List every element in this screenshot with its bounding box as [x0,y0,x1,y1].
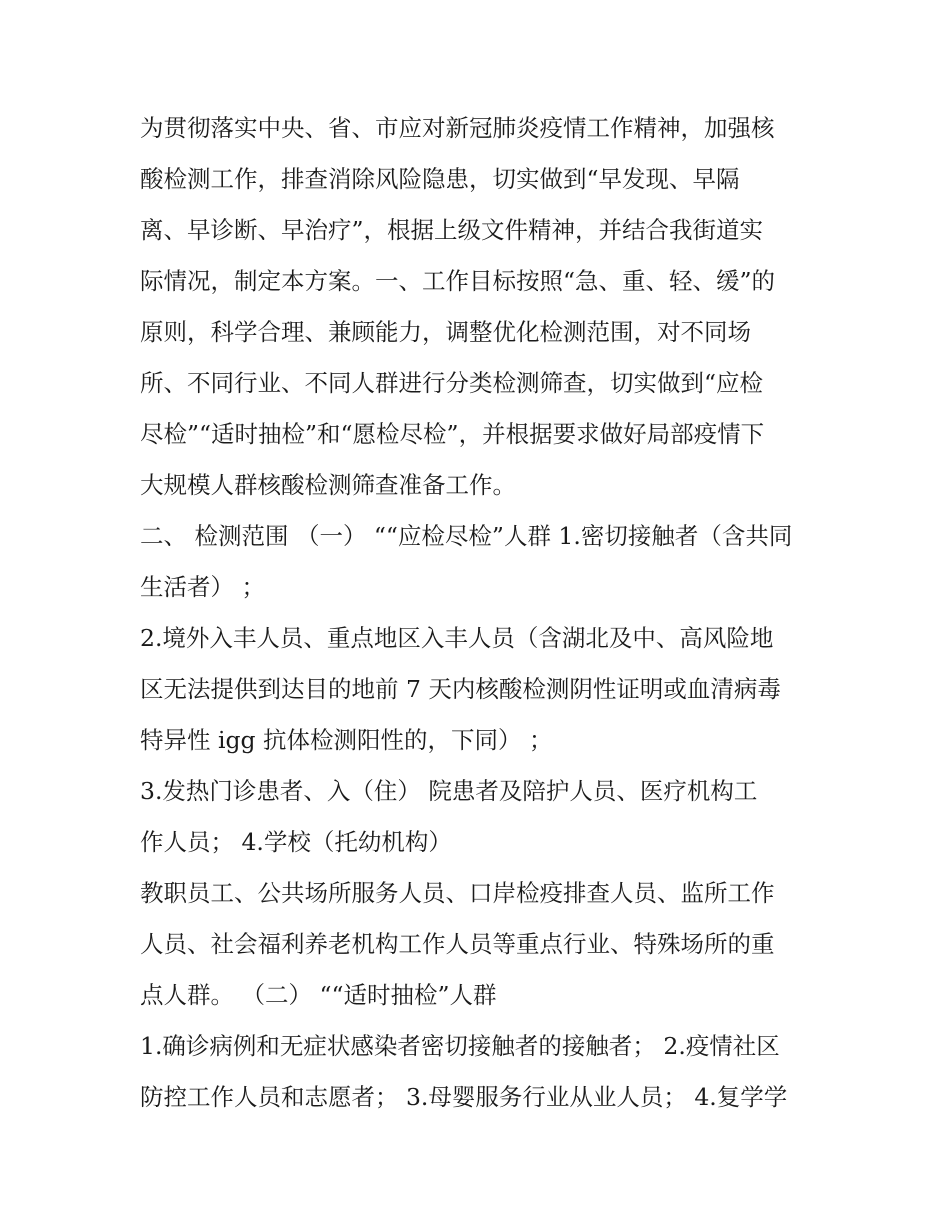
text-line: 教职员工、公共场所服务人员、口岸检疫排查人员、监所工作 [140,879,775,907]
text-line: 原则，科学合理、兼顾能力，调整优化检测范围，对不同场 [140,318,751,346]
text-line: 人员、社会福利养老机构工作人员等重点行业、特殊场所的重 [140,930,775,958]
text-line: 生活者） ； [140,573,265,601]
text-line: 3.发热门诊患者、入（住） 院患者及陪护人员、医疗机构工 [140,777,758,805]
text-line: 际情况，制定本方案。一、工作目标按照“急、重、轻、缓”的 [140,267,776,295]
text-line: 点人群。 （二） ““适时抽检”人群 [140,981,497,1009]
text-line: 离、早诊断、早治疗”，根据上级文件精神，并结合我街道实 [140,216,764,244]
text-line: 2.境外入丰人员、重点地区入丰人员（含湖北及中、高风险地 [140,624,774,652]
text-line: 特异性 igg 抗体检测阳性的，下同） ； [140,726,553,754]
text-line: 区无法提供到达目的地前 7 天内核酸检测阴性证明或血清病毒 [140,675,781,703]
text-line: 为贯彻落实中央、省、市应对新冠肺炎疫情工作精神，加强核 [140,114,775,142]
text-line: 尽检”“适时抽检”和“愿检尽检”，并根据要求做好局部疫情下 [140,420,765,448]
text-line: 大规模人群核酸检测筛查准备工作。 [140,471,516,499]
text-line: 1.确诊病例和无症状感染者密切接触者的接触者； 2.疫情社区 [140,1032,780,1060]
text-line: 所、不同行业、不同人群进行分类检测筛查，切实做到“应检 [140,369,764,397]
text-line: 二、 检测范围 （一） ““应检尽检”人群 1.密切接触者（含共同 [140,522,793,550]
document-page [140,103,840,1123]
text-line: 作人员； 4.学校（托幼机构） [140,828,452,856]
text-line: 防控工作人员和志愿者； 3.母婴服务行业从业人员； 4.复学学 [140,1083,788,1111]
text-line: 酸检测工作，排查消除风险隐患，切实做到“早发现、早隔 [140,165,740,193]
